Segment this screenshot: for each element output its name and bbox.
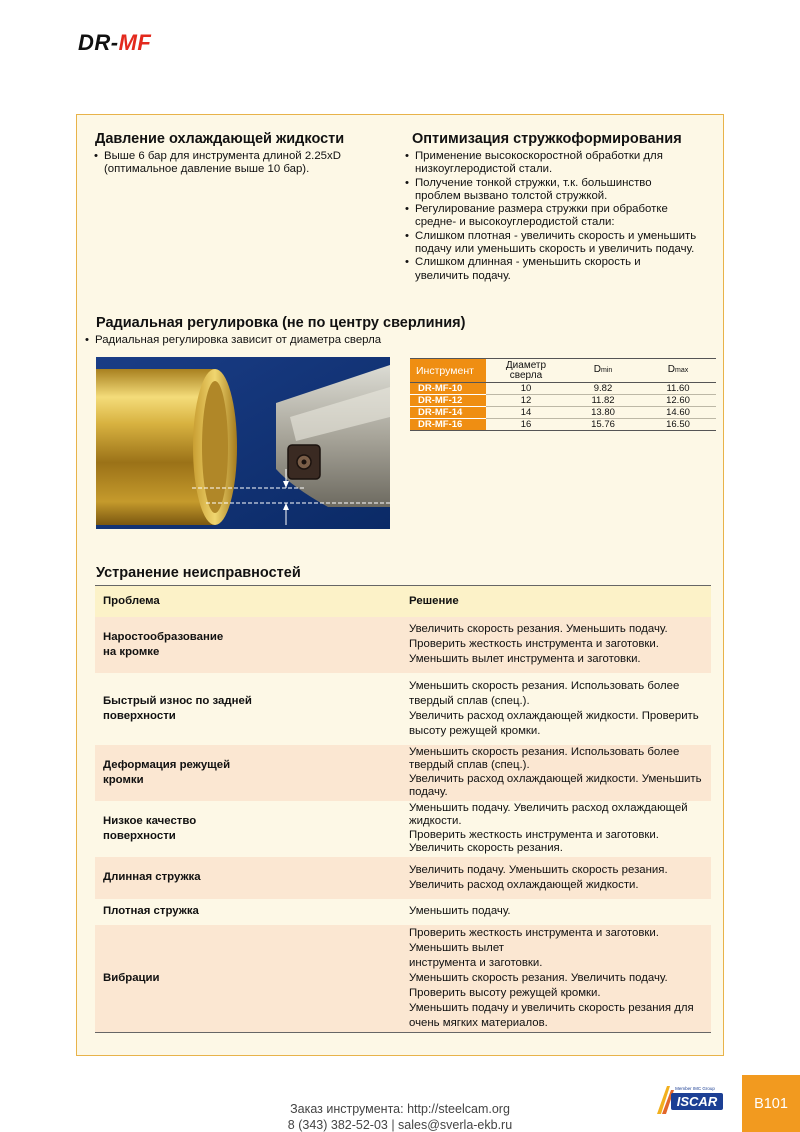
iscar-logo <box>657 1084 725 1114</box>
col-dmin: Dmin <box>566 359 640 383</box>
content-panel <box>76 114 724 1056</box>
troubleshooting-table <box>95 585 711 1033</box>
logo-part-dr: DR- <box>78 30 119 55</box>
table-row: DR-MF-16 16 15.76 16.50 <box>410 419 716 431</box>
radial-title: Радиальная регулировка (не по центру сверлиния) <box>96 315 466 331</box>
troubleshooting-title: Устранение неисправностей <box>96 565 301 581</box>
chip-item: • Слишком плотная - увеличить скорость и уменьшить подачу или уменьшить скорость и увеличить подачу. <box>405 230 697 257</box>
table-row: DR-MF-10 10 9.82 11.60 <box>410 383 716 395</box>
table-row: Плотная стружка Уменьшить подачу. <box>95 899 711 925</box>
table-row: Быстрый износ по задней поверхности Уменьшить скорость резания. Использовать более твердый сплав (спец.). Увеличить расход охлаждающей жидкости. Проверить высоту режущей кромки. <box>95 673 711 745</box>
footer-phone-email[interactable]: 8 (343) 382-52-03 | sales@sverla-ekb.ru <box>287 1118 513 1132</box>
col-instrument: Инструмент <box>410 359 486 383</box>
radial-item: • Радиальная регулировка зависит от диаметра сверла <box>85 334 705 347</box>
coolant-item: • Выше 6 бар для инструмента длиной 2.25xD (оптимальное давление выше 10 бар). <box>94 150 344 177</box>
col-dmax: Dmax <box>640 359 716 383</box>
table-row: DR-MF-12 12 11.82 12.60 <box>410 395 716 407</box>
chip-item: • Получение тонкой стружки, т.к. большинство проблем вызвано толстой стружкой. <box>405 177 697 204</box>
chip-item: • Слишком длинная - уменьшить скорость и увеличить подачу. <box>405 256 697 283</box>
drill-photo <box>96 357 390 529</box>
diameter-table-header <box>410 359 716 383</box>
page-number-badge <box>742 1075 800 1132</box>
iscar-wordmark: ISCAR <box>676 1094 718 1109</box>
coolant-section <box>94 131 394 177</box>
diameter-table <box>410 358 716 431</box>
table-row: Деформация режущей кромки Уменьшить скорость резания. Использовать более твердый сплав (спец.). Увеличить расход охлаждающей жидкости. Уменьшить подачу. <box>95 745 711 801</box>
iscar-tagline: Member IMC Group <box>675 1086 715 1091</box>
logo-part-mf: MF <box>118 30 152 55</box>
page-number: B101 <box>754 1095 788 1112</box>
coolant-list <box>94 150 394 177</box>
chip-title: Оптимизация стружкоформирования <box>412 131 682 147</box>
radial-list <box>85 334 705 347</box>
brand-logo <box>78 30 151 56</box>
chip-section <box>405 131 705 283</box>
footer-order-link[interactable]: Заказ инструмента: http://steelcam.org <box>290 1102 510 1116</box>
radial-section <box>85 315 705 347</box>
table-row: Наростообразование на кромке Увеличить скорость резания. Уменьшить подачу. Проверить жесткость инструмента и заготовки. Уменьшить вылет инструмента и заготовки. <box>95 617 711 673</box>
col-diameter: Диаметр сверла <box>486 359 566 383</box>
chip-list <box>405 150 697 283</box>
col-solution: Решение <box>401 586 711 617</box>
chip-item: • Применение высокоскоростной обработки для низкоуглеродистой стали. <box>405 150 697 177</box>
troubleshooting-section <box>95 565 711 584</box>
table-row: DR-MF-14 14 13.80 14.60 <box>410 407 716 419</box>
table-row: Низкое качество поверхности Уменьшить подачу. Увеличить расход охлаждающей жидкости. Проверить жесткость инструмента и заготовки. Увеличить скорость резания. <box>95 801 711 857</box>
coolant-title: Давление охлаждающей жидкости <box>95 131 345 147</box>
table-row: Вибрации Проверить жесткость инструмента и заготовки. Уменьшить вылет инструмента и заготовки. Уменьшить скорость резания. Увеличить подачу. Проверить высоту режущей кромки. Уменьшить подачу и увеличить скорость резания для очень мягких материалов. <box>95 925 711 1033</box>
col-problem: Проблема <box>95 586 401 617</box>
chip-item: • Регулирование размера стружки при обработке средне- и высокоуглеродистой стали: <box>405 203 697 230</box>
troubleshooting-header <box>95 586 711 617</box>
table-row: Длинная стружка Увеличить подачу. Уменьшить скорость резания. Увеличить расход охлаждающей жидкости. <box>95 857 711 899</box>
